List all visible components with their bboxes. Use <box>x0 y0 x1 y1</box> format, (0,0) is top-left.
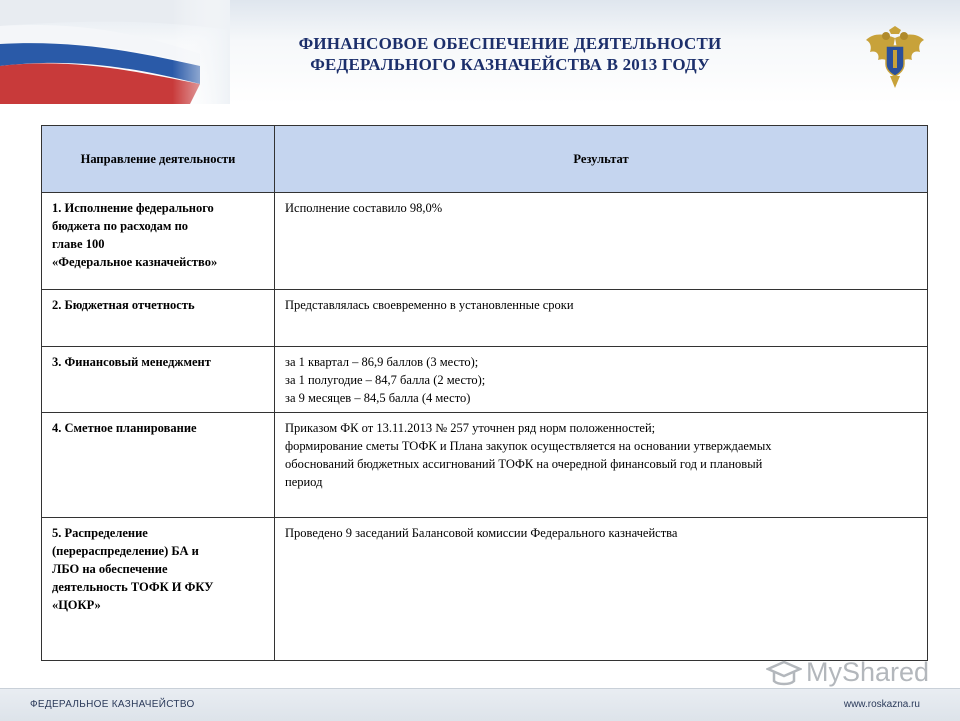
result-cell <box>275 518 928 661</box>
title-line-2: ФЕДЕРАЛЬНОГО КАЗНАЧЕЙСТВА В 2013 ГОДУ <box>310 55 710 74</box>
direction-line: 5. Распределение <box>52 526 148 540</box>
result-line: за 1 полугодие – 84,7 балла (2 место); <box>285 373 486 387</box>
direction-cell <box>42 413 275 518</box>
result-line: обоснований бюджетных ассигнований ТОФК на очередной финансовый год и плановый <box>285 457 763 471</box>
result-line: за 9 месяцев – 84,5 балла (4 место) <box>285 391 471 405</box>
result-line: Приказом ФК от 13.11.2013 № 257 уточнен ряд норм положенностей; <box>285 421 656 435</box>
direction-line: 3. Финансовый менеджмент <box>52 355 211 369</box>
direction-cell <box>42 347 275 413</box>
title-line-1: ФИНАНСОВОЕ ОБЕСПЕЧЕНИЕ ДЕЯТЕЛЬНОСТИ <box>298 34 722 53</box>
direction-line: «ЦОКР» <box>52 598 101 612</box>
footer-organization: ФЕДЕРАЛЬНОЕ КАЗНАЧЕЙСТВО <box>30 699 195 710</box>
result-line: Проведено 9 заседаний Балансовой комиссии Федерального казначейства <box>285 526 678 540</box>
result-cell <box>275 347 928 413</box>
watermark <box>766 657 930 691</box>
table-header-row <box>42 126 928 193</box>
direction-line: (перераспределение) БА и <box>52 544 199 558</box>
direction-line: ЛБО на обеспечение <box>52 562 168 576</box>
result-cell <box>275 290 928 347</box>
result-line: формирование сметы ТОФК и Плана закупок осуществляется на основании утверждаемых <box>285 439 772 453</box>
direction-line: бюджета по расходам по <box>52 219 189 233</box>
header-direction: Направление деятельности <box>42 126 275 193</box>
russian-flag-icon <box>0 0 230 104</box>
results-table <box>41 125 928 661</box>
double-headed-eagle-emblem-icon <box>862 24 928 92</box>
result-line: Представлялась своевременно в установленные сроки <box>285 298 574 312</box>
result-line: Исполнение составило 98,0% <box>285 201 443 215</box>
direction-line: 2. Бюджетная отчетность <box>52 298 195 312</box>
page-title <box>200 33 820 75</box>
header-band <box>0 0 960 104</box>
direction-cell <box>42 518 275 661</box>
table-row <box>42 413 928 518</box>
result-cell <box>275 193 928 290</box>
table-row <box>42 193 928 290</box>
mortarboard-icon <box>766 659 802 689</box>
footer-website-link[interactable]: www.roskazna.ru <box>843 699 920 710</box>
result-line: за 1 квартал – 86,9 баллов (3 место); <box>285 355 479 369</box>
direction-line: «Федеральное казначейство» <box>52 255 218 269</box>
result-line: период <box>285 475 323 489</box>
direction-line: 1. Исполнение федерального <box>52 201 214 215</box>
table-row <box>42 347 928 413</box>
direction-line: 4. Сметное планирование <box>52 421 197 435</box>
table-row <box>42 290 928 347</box>
header-result: Результат <box>275 126 928 193</box>
footer-bar <box>0 688 960 721</box>
table-row <box>42 518 928 661</box>
direction-line: главе 100 <box>52 237 105 251</box>
direction-cell <box>42 290 275 347</box>
direction-line: деятельность ТОФК И ФКУ <box>52 580 214 594</box>
direction-cell <box>42 193 275 290</box>
watermark-text: MyShared <box>806 657 930 687</box>
result-cell <box>275 413 928 518</box>
